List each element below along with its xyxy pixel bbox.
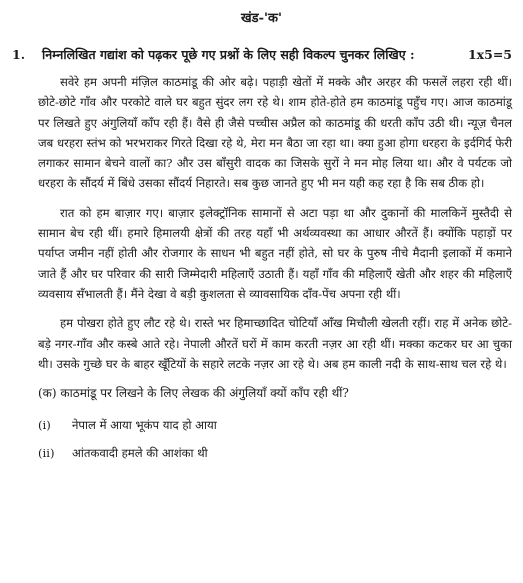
passage-paragraph-2: रात को हम बाज़ार गए। बाज़ार इलेक्ट्रॉनिक सामानों से अटा पड़ा था और दुकानों की मालकिनें मुस्तैदी से सामान बेच रही थीं। हमारे हिमालयी क्षेत्रों की तरह यहाँ भी अर्थव्यवस्था का आधार औरतें हैं। क्योंकि पहाड़ों पर पर्याप्त जमीन नहीं होती और रोजगार के साधन भी बहुत नहीं होते, सो घर के पुरुष नीचे मैदानी इलाकों में कमाने जाते हैं और घर परिवार की सारी जिम्मेदारी महिलाएँ उठाती हैं। यहाँ गाँव की महिलाएँ खेती और शहर की महिलाएँ व्यवसाय सँभालती हैं। मैंने देखा वे बड़ी कुशलता से व्यावसायिक दाँव-पेंच अपना रही थीं। <box>38 205 512 301</box>
option-2 <box>38 439 512 467</box>
option-number: (i) <box>38 418 51 433</box>
passage <box>38 72 512 467</box>
option-text: नेपाल में आया भूकंप याद हो आया <box>72 418 217 433</box>
option-text: आंतकवादी हमले की आशंका थी <box>72 446 208 461</box>
option-number: (ii) <box>38 446 55 461</box>
passage-paragraph-3: हम पोखरा होते हुए लौट रहे थे। रास्ते भर हिमाच्छादित चोटियाँ आँख मिचौली खेलती रहीं। राह में अनेक छोटे-बड़े नगर-गाँव और कस्बे आते रहे। नेपाली औरतें घरों में काम करती नज़र आ रही थीं। मक्का कटकर घर आ चुका थी। उसके गुच्छे घर के बाहर खूँटियों के सहारे लटके नज़र आ रहे थे। अब हम काली नदी के साथ-साथ चल रहे थे। <box>38 316 512 371</box>
question-instruction: निम्नलिखित गद्यांश को पढ़कर पूछे गए प्रश्नों के लिए सही विकल्प चुनकर लिखिए : <box>42 47 415 62</box>
options-list <box>38 411 512 467</box>
question-header <box>12 46 512 63</box>
sub-question: (क) काठमांडू पर लिखने के लिए लेखक की अंगुलियाँ क्यों काँप रही थीं? <box>38 386 349 401</box>
section-title: खंड-'क' <box>241 11 282 26</box>
passage-paragraph-1: सवेरे हम अपनी मंज़िल काठमांडू की ओर बढ़े। पहाड़ी खेतों में मक्के और अरहर की फसलें लहरा रही थीं। छोटे-छोटे गाँव और परकोटे वाले घर बहुत सुंदर लग रहे थे। शाम होते-होते हम काठमांडू पहुँच गए। आज काठमांडू पर लिखते हुए अंगुलियाँ काँप रही हैं। वैसे ही जैसे पच्चीस अप्रैल को काठमांडू की धरती काँप उठी थी। न्यूज़ चैनल जब धरहरा स्तंभ को भरभराकर गिरते दिखा रहे थे, मेरा मन बैठा जा रहा था। क्या हुआ होगा धरहरा के इर्दगिर्द फेरी लगाकर सामान बेचने वालों का? और उस बाँसुरी वादक का जिसके सुरों ने मन मोह लिया था। और वे पर्यटक जो धरहरा के सौंदर्य में बिंधे उसका सौंदर्य निहारते। सब कुछ जानते हुए भी मन यही कह रहा है कि सब ठीक हो। <box>38 75 512 191</box>
option-1 <box>38 411 512 439</box>
question-number: 1. <box>12 47 26 62</box>
question-marks: 1x5=5 <box>467 47 512 62</box>
